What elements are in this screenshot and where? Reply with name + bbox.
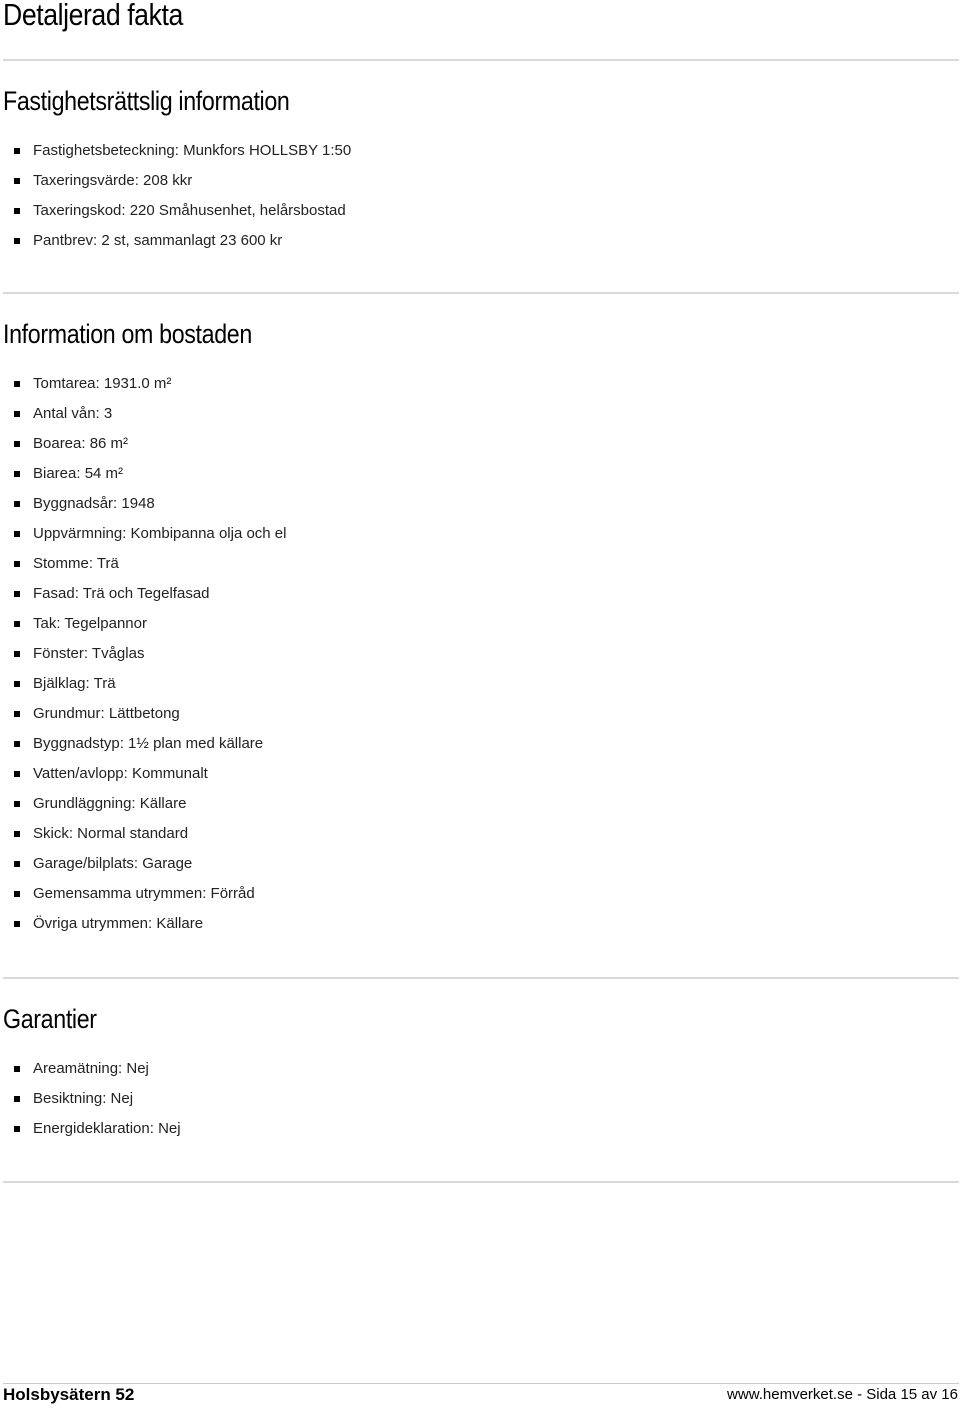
square-bullet-icon [14, 831, 20, 837]
footer-property-name: Holsbysätern 52 [3, 1385, 135, 1404]
square-bullet-icon [14, 178, 20, 184]
list-item [0, 879, 286, 909]
square-bullet-icon [14, 1096, 20, 1102]
footer-divider [3, 1383, 959, 1384]
divider [3, 1181, 959, 1183]
list-item-text: Grundläggning: Källare [33, 795, 187, 812]
square-bullet-icon [14, 208, 20, 214]
list-item-text: Taxeringskod: 220 Småhusenhet, helårsbostad [33, 202, 346, 219]
square-bullet-icon [14, 891, 20, 897]
square-bullet-icon [14, 1066, 20, 1072]
list-item [0, 489, 286, 519]
list-item-text: Byggnadstyp: 1½ plan med källare [33, 735, 264, 752]
divider [3, 977, 959, 979]
list-item [0, 136, 351, 166]
list-item [0, 909, 286, 939]
list-item-text: Vatten/avlopp: Kommunalt [33, 765, 208, 782]
square-bullet-icon [14, 771, 20, 777]
square-bullet-icon [14, 861, 20, 867]
square-bullet-icon [14, 1126, 20, 1132]
list-item-text: Energideklaration: Nej [33, 1120, 181, 1137]
list-item [0, 699, 286, 729]
list-item-text: Skick: Normal standard [33, 825, 189, 842]
section-title-fastighetsrattslig: Fastighetsrättslig information [3, 86, 290, 116]
fact-list-garantier [0, 1054, 181, 1144]
list-item [0, 166, 351, 196]
fact-list-bostaden [0, 369, 286, 939]
divider [3, 292, 959, 294]
list-item-text: Fönster: Tvåglas [33, 645, 145, 662]
list-item-text: Gemensamma utrymmen: Förråd [33, 885, 255, 902]
list-item [0, 579, 286, 609]
list-item [0, 399, 286, 429]
square-bullet-icon [14, 471, 20, 477]
square-bullet-icon [14, 381, 20, 387]
square-bullet-icon [14, 621, 20, 627]
square-bullet-icon [14, 501, 20, 507]
list-item-text: Garage/bilplats: Garage [33, 855, 193, 872]
square-bullet-icon [14, 681, 20, 687]
list-item [0, 1084, 181, 1114]
square-bullet-icon [14, 801, 20, 807]
list-item [0, 669, 286, 699]
list-item [0, 549, 286, 579]
list-item-text: Areamätning: Nej [33, 1060, 149, 1077]
list-item [0, 729, 286, 759]
square-bullet-icon [14, 651, 20, 657]
list-item [0, 1114, 181, 1144]
square-bullet-icon [14, 711, 20, 717]
list-item [0, 369, 286, 399]
list-item [0, 1054, 181, 1084]
list-item-text: Tomtarea: 1931.0 m² [33, 375, 172, 392]
list-item [0, 639, 286, 669]
footer-page-info: www.hemverket.se - Sida 15 av 16 [727, 1386, 958, 1403]
list-item-text: Pantbrev: 2 st, sammanlagt 23 600 kr [33, 232, 283, 249]
list-item [0, 519, 286, 549]
page-title: Detaljerad fakta [3, 0, 183, 32]
list-item-text: Övriga utrymmen: Källare [33, 915, 204, 932]
list-item-text: Besiktning: Nej [33, 1090, 134, 1107]
square-bullet-icon [14, 561, 20, 567]
list-item-text: Grundmur: Lättbetong [33, 705, 180, 722]
square-bullet-icon [14, 148, 20, 154]
list-item [0, 759, 286, 789]
list-item-text: Bjälklag: Trä [33, 675, 116, 692]
square-bullet-icon [14, 531, 20, 537]
list-item [0, 789, 286, 819]
list-item [0, 849, 286, 879]
list-item [0, 459, 286, 489]
list-item-text: Fasad: Trä och Tegelfasad [33, 585, 210, 602]
list-item-text: Boarea: 86 m² [33, 435, 129, 452]
list-item [0, 819, 286, 849]
list-item [0, 429, 286, 459]
list-item [0, 196, 351, 226]
divider [3, 59, 959, 61]
section-title-bostaden: Information om bostaden [3, 319, 252, 349]
fact-list-fastighetsrattslig [0, 136, 351, 256]
list-item [0, 609, 286, 639]
list-item-text: Byggnadsår: 1948 [33, 495, 155, 512]
square-bullet-icon [14, 441, 20, 447]
section-title-garantier: Garantier [3, 1004, 97, 1034]
square-bullet-icon [14, 238, 20, 244]
list-item-text: Antal vån: 3 [33, 405, 113, 422]
square-bullet-icon [14, 591, 20, 597]
list-item-text: Biarea: 54 m² [33, 465, 124, 482]
square-bullet-icon [14, 411, 20, 417]
square-bullet-icon [14, 741, 20, 747]
list-item-text: Tak: Tegelpannor [33, 615, 147, 632]
list-item-text: Fastighetsbeteckning: Munkfors HOLLSBY 1:50 [33, 142, 352, 159]
list-item-text: Uppvärmning: Kombipanna olja och el [33, 525, 287, 542]
square-bullet-icon [14, 921, 20, 927]
list-item [0, 226, 351, 256]
list-item-text: Stomme: Trä [33, 555, 119, 572]
list-item-text: Taxeringsvärde: 208 kkr [33, 172, 193, 189]
